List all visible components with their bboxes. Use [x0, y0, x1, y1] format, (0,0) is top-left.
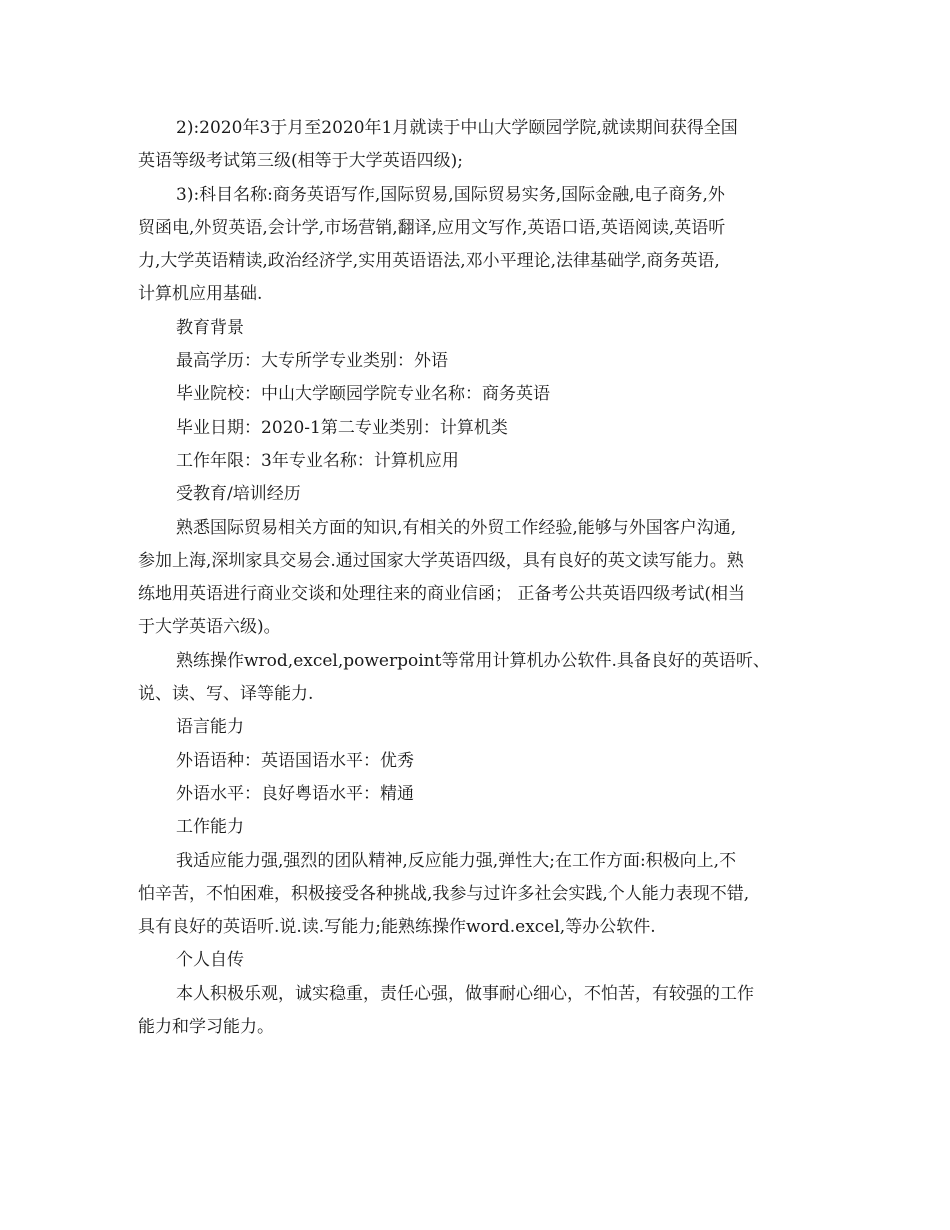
text-line: 能力和学习能力。 — [138, 1017, 274, 1038]
section-heading-language: 语言能力 — [176, 717, 244, 738]
text-line: 外语水平：良好粤语水平：精通 — [176, 783, 414, 804]
text-line: 具有良好的英语听.说.读.写能力;能熟练操作word.excel,等办公软件. — [138, 917, 656, 938]
text-line: 英语等级考试第三级(相等于大学英语四级); — [138, 151, 463, 172]
text-line: 3):科目名称:商务英语写作,国际贸易,国际贸易实务,国际金融,电子商务,外 — [176, 184, 725, 205]
text-line: 力,大学英语精读,政治经济学,实用英语语法,邓小平理论,法律基础学,商务英语, — [138, 251, 720, 272]
text-line: 外语语种：英语国语水平：优秀 — [176, 750, 414, 771]
text-line: 熟悉国际贸易相关方面的知识,有相关的外贸工作经验,能够与外国客户沟通, — [176, 517, 737, 538]
text-line: 计算机应用基础. — [138, 284, 263, 305]
text-line: 最高学历：大专所学专业类别：外语 — [176, 351, 448, 372]
section-heading-work: 工作能力 — [176, 817, 244, 838]
section-heading-training: 受教育/培训经历 — [176, 484, 301, 505]
text-line: 毕业日期：2020-1第二专业类别：计算机类 — [176, 417, 508, 438]
text-line: 2):2020年3于月至2020年1月就读于中山大学颐园学院,就读期间获得全国 — [176, 118, 738, 138]
section-heading-autobiography: 个人自传 — [176, 950, 244, 971]
text-line: 参加上海,深圳家具交易会.通过国家大学英语四级，具有良好的英文读写能力。熟 — [138, 550, 744, 571]
text-line: 练地用英语进行商业交谈和处理往来的商业信函； 正备考公共英语四级考试(相当 — [138, 584, 746, 605]
text-line: 贸函电,外贸英语,会计学,市场营销,翻译,应用文写作,英语口语,英语阅读,英语听 — [138, 217, 726, 238]
text-line: 怕辛苦，不怕困难，积极接受各种挑战,我参与过许多社会实践,个人能力表现不错, — [138, 883, 750, 904]
text-line: 工作年限：3年专业名称：计算机应用 — [176, 450, 459, 471]
text-line: 毕业院校：中山大学颐园学院专业名称：商务英语 — [176, 384, 550, 405]
section-heading-education: 教育背景 — [176, 317, 244, 338]
text-line: 我适应能力强,强烈的团队精神,反应能力强,弹性大;在工作方面:积极向上,不 — [176, 850, 737, 871]
text-line: 熟练操作wrod,excel,powerpoint等常用计算机办公软件.具备良好的英语听、 — [176, 650, 770, 671]
text-line: 说、读、写、译等能力. — [138, 684, 314, 705]
text-line: 于大学英语六级)。 — [138, 617, 281, 638]
text-line: 本人积极乐观，诚实稳重，责任心强，做事耐心细心，不怕苦，有较强的工作 — [176, 983, 754, 1004]
document-body — [138, 112, 828, 1044]
